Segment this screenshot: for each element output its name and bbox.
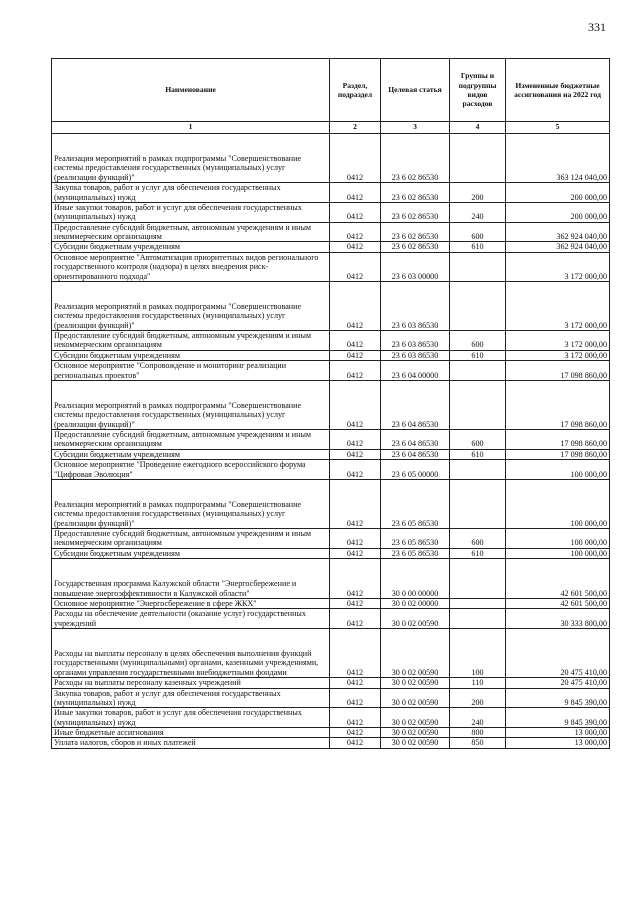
group-cell: 100 (450, 649, 506, 678)
section-cell: 0412 (330, 460, 381, 480)
header-amount: Измененные бюджетные ассигнования на 2022 год (506, 59, 610, 122)
section-cell: 0412 (330, 242, 381, 252)
target-cell: 30 0 02 00590 (381, 678, 450, 688)
group-cell (450, 579, 506, 598)
section-cell: 0412 (330, 678, 381, 688)
target-cell: 23 6 04 00000 (381, 361, 450, 381)
name-cell: Субсидии бюджетным учреждениям (52, 449, 330, 459)
spacer-cell (52, 559, 330, 580)
target-cell: 23 6 04 86530 (381, 430, 450, 450)
target-cell: 23 6 05 00000 (381, 460, 450, 480)
target-cell: 23 6 02 86530 (381, 202, 450, 222)
target-cell: 30 0 02 00000 (381, 598, 450, 608)
spacer-cell (52, 134, 330, 155)
budget-table (51, 58, 610, 749)
spacer-cell (506, 281, 610, 302)
header-name: Наименование (52, 59, 330, 122)
page-number: 331 (588, 20, 606, 34)
name-cell: Закупка товаров, работ и услуг для обеспечения государственных (муниципальных) нужд (52, 688, 330, 708)
target-cell: 23 6 03 86530 (381, 331, 450, 351)
target-cell: 23 6 03 86530 (381, 350, 450, 360)
section-cell: 0412 (330, 252, 381, 281)
name-cell: Основное мероприятие "Автоматизация приоритетных видов регионального государственного контроля (надзора) в целях внедрения риск-ориентированного подхода" (52, 252, 330, 281)
spacer-cell (52, 281, 330, 302)
spacer-cell (506, 629, 610, 650)
header-row (52, 59, 610, 122)
amount-cell: 9 845 390,00 (506, 688, 610, 708)
group-cell: 610 (450, 350, 506, 360)
name-cell: Субсидии бюджетным учреждениям (52, 242, 330, 252)
spacer-cell (450, 479, 506, 500)
section-cell: 0412 (330, 529, 381, 549)
table-row (52, 202, 610, 222)
table-row (52, 331, 610, 351)
group-cell: 600 (450, 430, 506, 450)
group-cell: 200 (450, 183, 506, 203)
spacer-cell (450, 629, 506, 650)
column-number: 2 (330, 122, 381, 134)
amount-cell: 20 475 410,00 (506, 678, 610, 688)
target-cell: 30 0 02 00590 (381, 708, 450, 728)
amount-cell: 13 000,00 (506, 738, 610, 748)
group-cell (450, 609, 506, 629)
table-row (52, 688, 610, 708)
group-cell (450, 361, 506, 381)
spacer-cell (381, 559, 450, 580)
target-cell: 23 6 05 86530 (381, 500, 450, 529)
name-cell: Реализация мероприятий в рамках подпрограммы "Совершенствование системы предоставления государственных (муниципальных) услуг (реализации функций)" (52, 401, 330, 430)
section-cell: 0412 (330, 331, 381, 351)
spacer-cell (52, 629, 330, 650)
header-target: Целевая статья (381, 59, 450, 122)
amount-cell: 3 172 000,00 (506, 350, 610, 360)
table-row (52, 154, 610, 183)
spacer-row (52, 479, 610, 500)
amount-cell: 100 000,00 (506, 500, 610, 529)
name-cell: Иные бюджетные ассигнования (52, 728, 330, 738)
spacer-cell (381, 134, 450, 155)
table-row (52, 738, 610, 748)
spacer-cell (52, 380, 330, 401)
amount-cell: 362 924 040,00 (506, 242, 610, 252)
group-cell (450, 302, 506, 331)
group-cell: 800 (450, 728, 506, 738)
target-cell: 30 0 02 00590 (381, 738, 450, 748)
spacer-cell (381, 281, 450, 302)
spacer-cell (330, 134, 381, 155)
target-cell: 30 0 02 00590 (381, 728, 450, 738)
amount-cell: 20 475 410,00 (506, 649, 610, 678)
group-cell (450, 252, 506, 281)
table-row (52, 649, 610, 678)
spacer-cell (381, 380, 450, 401)
spacer-row (52, 134, 610, 155)
spacer-cell (381, 479, 450, 500)
amount-cell: 13 000,00 (506, 728, 610, 738)
amount-cell: 42 601 500,00 (506, 598, 610, 608)
section-cell: 0412 (330, 183, 381, 203)
group-cell: 850 (450, 738, 506, 748)
section-cell: 0412 (330, 401, 381, 430)
name-cell: Субсидии бюджетным учреждениям (52, 350, 330, 360)
spacer-row (52, 559, 610, 580)
table-row (52, 222, 610, 242)
spacer-cell (330, 629, 381, 650)
target-cell: 23 6 04 86530 (381, 401, 450, 430)
amount-cell: 17 098 860,00 (506, 401, 610, 430)
table-row (52, 460, 610, 480)
table-row (52, 449, 610, 459)
name-cell: Предоставление субсидий бюджетным, автономным учреждениям и иным некоммерческим организациям (52, 529, 330, 549)
table-row (52, 579, 610, 598)
name-cell: Реализация мероприятий в рамках подпрограммы "Совершенствование системы предоставления государственных (муниципальных) услуг (реализации функций)" (52, 154, 330, 183)
group-cell: 110 (450, 678, 506, 688)
section-cell: 0412 (330, 202, 381, 222)
amount-cell: 362 924 040,00 (506, 222, 610, 242)
spacer-cell (450, 380, 506, 401)
table-row (52, 183, 610, 203)
table-body (52, 134, 610, 749)
name-cell: Реализация мероприятий в рамках подпрограммы "Совершенствование системы предоставления государственных (муниципальных) услуг (реализации функций)" (52, 302, 330, 331)
table-row (52, 500, 610, 529)
target-cell: 23 6 02 86530 (381, 183, 450, 203)
spacer-cell (506, 134, 610, 155)
group-cell: 240 (450, 202, 506, 222)
column-number-row (52, 122, 610, 134)
target-cell: 30 0 00 00000 (381, 579, 450, 598)
spacer-row (52, 629, 610, 650)
group-cell: 600 (450, 529, 506, 549)
amount-cell: 3 172 000,00 (506, 331, 610, 351)
target-cell: 23 6 05 86530 (381, 529, 450, 549)
section-cell: 0412 (330, 302, 381, 331)
target-cell: 23 6 04 86530 (381, 449, 450, 459)
spacer-cell (330, 281, 381, 302)
column-number: 5 (506, 122, 610, 134)
table-row (52, 350, 610, 360)
section-cell: 0412 (330, 708, 381, 728)
section-cell: 0412 (330, 738, 381, 748)
name-cell: Субсидии бюджетным учреждениям (52, 548, 330, 558)
table-row (52, 430, 610, 450)
spacer-cell (330, 479, 381, 500)
column-number: 3 (381, 122, 450, 134)
target-cell: 23 6 03 86530 (381, 302, 450, 331)
name-cell: Основное мероприятие "Энергосбережение в сфере ЖКХ" (52, 598, 330, 608)
column-number: 1 (52, 122, 330, 134)
table-row (52, 302, 610, 331)
name-cell: Иные закупки товаров, работ и услуг для обеспечения государственных (муниципальных) нужд (52, 202, 330, 222)
group-cell (450, 154, 506, 183)
target-cell: 30 0 02 00590 (381, 609, 450, 629)
amount-cell: 17 098 860,00 (506, 430, 610, 450)
name-cell: Реализация мероприятий в рамках подпрограммы "Совершенствование системы предоставления государственных (муниципальных) услуг (реализации функций)" (52, 500, 330, 529)
amount-cell: 200 000,00 (506, 202, 610, 222)
name-cell: Предоставление субсидий бюджетным, автономным учреждениям и иным некоммерческим организациям (52, 430, 330, 450)
name-cell: Расходы на выплаты персоналу казенных учреждений (52, 678, 330, 688)
section-cell: 0412 (330, 609, 381, 629)
amount-cell: 100 000,00 (506, 460, 610, 480)
amount-cell: 363 124 040,00 (506, 154, 610, 183)
spacer-cell (506, 380, 610, 401)
target-cell: 30 0 02 00590 (381, 649, 450, 678)
target-cell: 23 6 02 86530 (381, 154, 450, 183)
name-cell: Государственная программа Калужской области "Энергосбережение и повышение энергоэффективности в Калужской области" (52, 579, 330, 598)
spacer-cell (381, 629, 450, 650)
name-cell: Уплата налогов, сборов и иных платежей (52, 738, 330, 748)
amount-cell: 200 000,00 (506, 183, 610, 203)
spacer-cell (450, 281, 506, 302)
group-cell (450, 460, 506, 480)
amount-cell: 9 845 390,00 (506, 708, 610, 728)
column-number: 4 (450, 122, 506, 134)
name-cell: Основное мероприятие "Проведение ежегодного всероссийского форума "Цифровая Эволюция" (52, 460, 330, 480)
name-cell: Закупка товаров, работ и услуг для обеспечения государственных (муниципальных) нужд (52, 183, 330, 203)
group-cell (450, 598, 506, 608)
header-group: Группы и подгруппы видов расходов (450, 59, 506, 122)
group-cell: 610 (450, 548, 506, 558)
name-cell: Расходы на выплаты персоналу в целях обеспечения выполнения функций государственными (муниципальными) органами, казенными учреждениями, органами управления государственными внебюджетными фондами (52, 649, 330, 678)
table-row (52, 708, 610, 728)
table-row (52, 728, 610, 738)
table-row (52, 678, 610, 688)
spacer-cell (330, 559, 381, 580)
section-cell: 0412 (330, 350, 381, 360)
name-cell: Основное мероприятие "Сопровождение и мониторинг реализации региональных проектов" (52, 361, 330, 381)
header-section: Раздел, подраздел (330, 59, 381, 122)
amount-cell: 3 172 000,00 (506, 302, 610, 331)
spacer-cell (52, 479, 330, 500)
target-cell: 30 0 02 00590 (381, 688, 450, 708)
group-cell: 240 (450, 708, 506, 728)
target-cell: 23 6 02 86530 (381, 242, 450, 252)
spacer-cell (506, 559, 610, 580)
amount-cell: 42 601 500,00 (506, 579, 610, 598)
name-cell: Расходы на обеспечение деятельности (оказание услуг) государственных учреждений (52, 609, 330, 629)
section-cell: 0412 (330, 688, 381, 708)
section-cell: 0412 (330, 361, 381, 381)
target-cell: 23 6 02 86530 (381, 222, 450, 242)
table-row (52, 609, 610, 629)
section-cell: 0412 (330, 579, 381, 598)
group-cell: 200 (450, 688, 506, 708)
section-cell: 0412 (330, 649, 381, 678)
spacer-cell (506, 479, 610, 500)
name-cell: Предоставление субсидий бюджетным, автономным учреждениям и иным некоммерческим организациям (52, 331, 330, 351)
group-cell (450, 500, 506, 529)
amount-cell: 17 098 860,00 (506, 449, 610, 459)
section-cell: 0412 (330, 449, 381, 459)
group-cell: 610 (450, 449, 506, 459)
table-row (52, 529, 610, 549)
section-cell: 0412 (330, 598, 381, 608)
group-cell (450, 401, 506, 430)
amount-cell: 100 000,00 (506, 548, 610, 558)
section-cell: 0412 (330, 430, 381, 450)
spacer-row (52, 380, 610, 401)
amount-cell: 17 098 860,00 (506, 361, 610, 381)
amount-cell: 30 333 800,00 (506, 609, 610, 629)
section-cell: 0412 (330, 222, 381, 242)
amount-cell: 100 000,00 (506, 529, 610, 549)
section-cell: 0412 (330, 548, 381, 558)
section-cell: 0412 (330, 728, 381, 738)
target-cell: 23 6 05 86530 (381, 548, 450, 558)
table-row (52, 598, 610, 608)
name-cell: Иные закупки товаров, работ и услуг для обеспечения государственных (муниципальных) нужд (52, 708, 330, 728)
section-cell: 0412 (330, 154, 381, 183)
section-cell: 0412 (330, 500, 381, 529)
table-row (52, 548, 610, 558)
table-row (52, 401, 610, 430)
spacer-cell (450, 134, 506, 155)
group-cell: 600 (450, 331, 506, 351)
spacer-cell (330, 380, 381, 401)
amount-cell: 3 172 000,00 (506, 252, 610, 281)
table-row (52, 361, 610, 381)
target-cell: 23 6 03 00000 (381, 252, 450, 281)
table-row (52, 252, 610, 281)
name-cell: Предоставление субсидий бюджетным, автономным учреждениям и иным некоммерческим организациям (52, 222, 330, 242)
group-cell: 610 (450, 242, 506, 252)
spacer-row (52, 281, 610, 302)
spacer-cell (450, 559, 506, 580)
table-row (52, 242, 610, 252)
group-cell: 600 (450, 222, 506, 242)
